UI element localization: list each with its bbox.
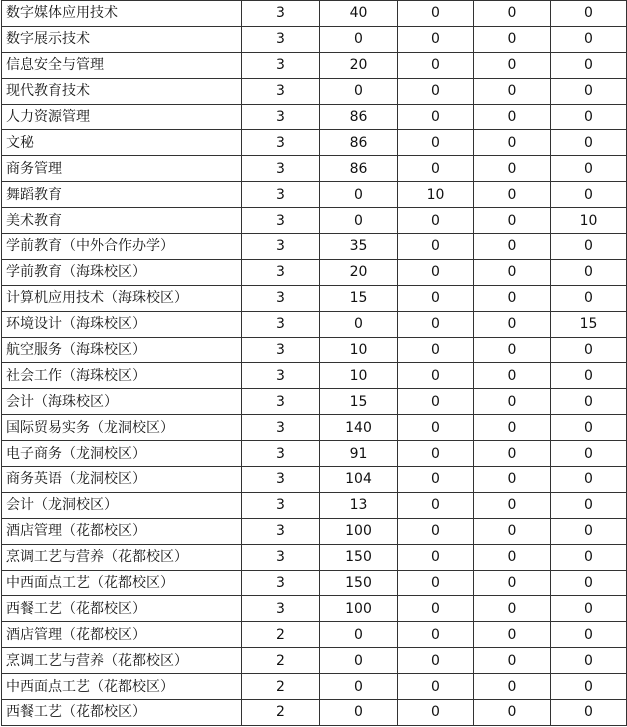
- value-cell-col-6: 0: [551, 1, 627, 27]
- value-cell-col-2: 3: [242, 78, 320, 104]
- value-cell-col-5: 0: [474, 234, 551, 260]
- value-cell-col-4: 0: [398, 596, 474, 622]
- value-cell-col-3: 86: [320, 130, 398, 156]
- table-row: [2, 622, 627, 648]
- value-cell-col-4: 0: [398, 337, 474, 363]
- value-cell-col-2: 3: [242, 363, 320, 389]
- table-body: [2, 1, 627, 726]
- value-cell-col-5: 0: [474, 467, 551, 493]
- value-cell-col-6: 0: [551, 492, 627, 518]
- value-cell-col-4: 0: [398, 622, 474, 648]
- value-cell-col-3: 0: [320, 674, 398, 700]
- table-row: [2, 570, 627, 596]
- value-cell-col-6: 0: [551, 285, 627, 311]
- major-name-cell: 信息安全与管理: [2, 52, 242, 78]
- value-cell-col-6: 0: [551, 518, 627, 544]
- major-name-cell: 航空服务（海珠校区）: [2, 337, 242, 363]
- value-cell-col-2: 3: [242, 544, 320, 570]
- value-cell-col-6: 0: [551, 570, 627, 596]
- value-cell-col-5: 0: [474, 596, 551, 622]
- value-cell-col-6: 0: [551, 415, 627, 441]
- value-cell-col-3: 0: [320, 26, 398, 52]
- table-row: [2, 674, 627, 700]
- value-cell-col-6: 0: [551, 52, 627, 78]
- value-cell-col-3: 100: [320, 596, 398, 622]
- value-cell-col-3: 0: [320, 648, 398, 674]
- enrollment-table: [1, 0, 627, 726]
- value-cell-col-6: 15: [551, 311, 627, 337]
- value-cell-col-2: 2: [242, 674, 320, 700]
- major-name-cell: 数字媒体应用技术: [2, 1, 242, 27]
- table-row: [2, 415, 627, 441]
- table-row: [2, 700, 627, 726]
- table-row: [2, 208, 627, 234]
- value-cell-col-3: 10: [320, 363, 398, 389]
- value-cell-col-2: 3: [242, 26, 320, 52]
- table-row: [2, 78, 627, 104]
- value-cell-col-2: 3: [242, 182, 320, 208]
- value-cell-col-4: 0: [398, 234, 474, 260]
- value-cell-col-5: 0: [474, 259, 551, 285]
- value-cell-col-5: 0: [474, 182, 551, 208]
- value-cell-col-3: 10: [320, 337, 398, 363]
- table-row: [2, 130, 627, 156]
- major-name-cell: 学前教育（中外合作办学）: [2, 234, 242, 260]
- value-cell-col-3: 35: [320, 234, 398, 260]
- value-cell-col-3: 0: [320, 311, 398, 337]
- value-cell-col-2: 3: [242, 415, 320, 441]
- major-name-cell: 计算机应用技术（海珠校区）: [2, 285, 242, 311]
- value-cell-col-5: 0: [474, 52, 551, 78]
- major-name-cell: 环境设计（海珠校区）: [2, 311, 242, 337]
- value-cell-col-2: 3: [242, 156, 320, 182]
- table-row: [2, 52, 627, 78]
- table-row: [2, 467, 627, 493]
- value-cell-col-3: 0: [320, 208, 398, 234]
- major-name-cell: 学前教育（海珠校区）: [2, 259, 242, 285]
- value-cell-col-5: 0: [474, 26, 551, 52]
- value-cell-col-2: 3: [242, 1, 320, 27]
- value-cell-col-2: 3: [242, 130, 320, 156]
- value-cell-col-4: 10: [398, 182, 474, 208]
- value-cell-col-6: 0: [551, 441, 627, 467]
- value-cell-col-3: 0: [320, 700, 398, 726]
- value-cell-col-5: 0: [474, 415, 551, 441]
- major-name-cell: 美术教育: [2, 208, 242, 234]
- table-row: [2, 363, 627, 389]
- value-cell-col-5: 0: [474, 104, 551, 130]
- value-cell-col-2: 2: [242, 648, 320, 674]
- value-cell-col-6: 0: [551, 674, 627, 700]
- value-cell-col-6: 0: [551, 78, 627, 104]
- value-cell-col-4: 0: [398, 389, 474, 415]
- value-cell-col-6: 10: [551, 208, 627, 234]
- major-name-cell: 酒店管理（花都校区）: [2, 518, 242, 544]
- value-cell-col-5: 0: [474, 285, 551, 311]
- value-cell-col-5: 0: [474, 518, 551, 544]
- value-cell-col-2: 2: [242, 700, 320, 726]
- value-cell-col-6: 0: [551, 544, 627, 570]
- major-name-cell: 商务英语（龙洞校区）: [2, 467, 242, 493]
- value-cell-col-4: 0: [398, 285, 474, 311]
- table-row: [2, 182, 627, 208]
- major-name-cell: 国际贸易实务（龙洞校区）: [2, 415, 242, 441]
- major-name-cell: 数字展示技术: [2, 26, 242, 52]
- major-name-cell: 舞蹈教育: [2, 182, 242, 208]
- major-name-cell: 烹调工艺与营养（花都校区）: [2, 648, 242, 674]
- table-row: [2, 544, 627, 570]
- value-cell-col-5: 0: [474, 311, 551, 337]
- value-cell-col-3: 0: [320, 182, 398, 208]
- table-row: [2, 259, 627, 285]
- value-cell-col-5: 0: [474, 544, 551, 570]
- value-cell-col-2: 3: [242, 52, 320, 78]
- table-row: [2, 1, 627, 27]
- value-cell-col-6: 0: [551, 648, 627, 674]
- major-name-cell: 中西面点工艺（花都校区）: [2, 570, 242, 596]
- value-cell-col-3: 20: [320, 52, 398, 78]
- value-cell-col-3: 104: [320, 467, 398, 493]
- value-cell-col-5: 0: [474, 389, 551, 415]
- value-cell-col-2: 3: [242, 441, 320, 467]
- value-cell-col-4: 0: [398, 208, 474, 234]
- value-cell-col-2: 3: [242, 596, 320, 622]
- value-cell-col-4: 0: [398, 26, 474, 52]
- value-cell-col-3: 15: [320, 389, 398, 415]
- table-row: [2, 234, 627, 260]
- value-cell-col-5: 0: [474, 363, 551, 389]
- major-name-cell: 文秘: [2, 130, 242, 156]
- major-name-cell: 社会工作（海珠校区）: [2, 363, 242, 389]
- value-cell-col-3: 40: [320, 1, 398, 27]
- value-cell-col-6: 0: [551, 389, 627, 415]
- value-cell-col-5: 0: [474, 570, 551, 596]
- value-cell-col-6: 0: [551, 700, 627, 726]
- value-cell-col-4: 0: [398, 1, 474, 27]
- table-row: [2, 311, 627, 337]
- value-cell-col-3: 150: [320, 570, 398, 596]
- value-cell-col-4: 0: [398, 467, 474, 493]
- value-cell-col-4: 0: [398, 363, 474, 389]
- major-name-cell: 西餐工艺（花都校区）: [2, 700, 242, 726]
- value-cell-col-4: 0: [398, 130, 474, 156]
- major-name-cell: 中西面点工艺（花都校区）: [2, 674, 242, 700]
- value-cell-col-5: 0: [474, 130, 551, 156]
- value-cell-col-6: 0: [551, 130, 627, 156]
- value-cell-col-3: 15: [320, 285, 398, 311]
- major-name-cell: 会计（龙洞校区）: [2, 492, 242, 518]
- value-cell-col-6: 0: [551, 363, 627, 389]
- value-cell-col-3: 140: [320, 415, 398, 441]
- table-row: [2, 648, 627, 674]
- value-cell-col-4: 0: [398, 441, 474, 467]
- major-name-cell: 西餐工艺（花都校区）: [2, 596, 242, 622]
- table-row: [2, 441, 627, 467]
- value-cell-col-3: 86: [320, 156, 398, 182]
- value-cell-col-4: 0: [398, 415, 474, 441]
- value-cell-col-6: 0: [551, 622, 627, 648]
- table-row: [2, 518, 627, 544]
- value-cell-col-5: 0: [474, 648, 551, 674]
- value-cell-col-6: 0: [551, 182, 627, 208]
- table-row: [2, 337, 627, 363]
- value-cell-col-4: 0: [398, 156, 474, 182]
- value-cell-col-4: 0: [398, 259, 474, 285]
- major-name-cell: 会计（海珠校区）: [2, 389, 242, 415]
- value-cell-col-6: 0: [551, 337, 627, 363]
- value-cell-col-2: 3: [242, 285, 320, 311]
- value-cell-col-4: 0: [398, 518, 474, 544]
- value-cell-col-5: 0: [474, 674, 551, 700]
- value-cell-col-4: 0: [398, 52, 474, 78]
- table-row: [2, 285, 627, 311]
- value-cell-col-3: 0: [320, 622, 398, 648]
- value-cell-col-5: 0: [474, 156, 551, 182]
- table-row: [2, 156, 627, 182]
- table-row: [2, 492, 627, 518]
- major-name-cell: 人力资源管理: [2, 104, 242, 130]
- value-cell-col-3: 13: [320, 492, 398, 518]
- value-cell-col-4: 0: [398, 78, 474, 104]
- value-cell-col-6: 0: [551, 596, 627, 622]
- value-cell-col-2: 3: [242, 467, 320, 493]
- value-cell-col-6: 0: [551, 104, 627, 130]
- value-cell-col-4: 0: [398, 544, 474, 570]
- value-cell-col-2: 3: [242, 208, 320, 234]
- value-cell-col-3: 86: [320, 104, 398, 130]
- major-name-cell: 电子商务（龙洞校区）: [2, 441, 242, 467]
- value-cell-col-2: 3: [242, 492, 320, 518]
- value-cell-col-2: 3: [242, 104, 320, 130]
- value-cell-col-4: 0: [398, 648, 474, 674]
- value-cell-col-5: 0: [474, 622, 551, 648]
- value-cell-col-6: 0: [551, 26, 627, 52]
- value-cell-col-5: 0: [474, 337, 551, 363]
- value-cell-col-5: 0: [474, 78, 551, 104]
- table-row: [2, 389, 627, 415]
- table-row: [2, 26, 627, 52]
- value-cell-col-4: 0: [398, 674, 474, 700]
- table-row: [2, 104, 627, 130]
- value-cell-col-6: 0: [551, 467, 627, 493]
- major-name-cell: 酒店管理（花都校区）: [2, 622, 242, 648]
- value-cell-col-6: 0: [551, 259, 627, 285]
- value-cell-col-5: 0: [474, 441, 551, 467]
- value-cell-col-3: 0: [320, 78, 398, 104]
- value-cell-col-2: 3: [242, 570, 320, 596]
- value-cell-col-2: 3: [242, 234, 320, 260]
- value-cell-col-4: 0: [398, 570, 474, 596]
- value-cell-col-6: 0: [551, 234, 627, 260]
- major-name-cell: 现代教育技术: [2, 78, 242, 104]
- table-row: [2, 596, 627, 622]
- value-cell-col-5: 0: [474, 700, 551, 726]
- value-cell-col-2: 3: [242, 311, 320, 337]
- value-cell-col-5: 0: [474, 1, 551, 27]
- value-cell-col-4: 0: [398, 104, 474, 130]
- value-cell-col-4: 0: [398, 311, 474, 337]
- value-cell-col-5: 0: [474, 492, 551, 518]
- value-cell-col-2: 2: [242, 622, 320, 648]
- value-cell-col-6: 0: [551, 156, 627, 182]
- value-cell-col-4: 0: [398, 492, 474, 518]
- value-cell-col-3: 91: [320, 441, 398, 467]
- value-cell-col-2: 3: [242, 389, 320, 415]
- major-name-cell: 商务管理: [2, 156, 242, 182]
- value-cell-col-2: 3: [242, 337, 320, 363]
- value-cell-col-3: 20: [320, 259, 398, 285]
- value-cell-col-3: 100: [320, 518, 398, 544]
- value-cell-col-5: 0: [474, 208, 551, 234]
- major-name-cell: 烹调工艺与营养（花都校区）: [2, 544, 242, 570]
- value-cell-col-4: 0: [398, 700, 474, 726]
- value-cell-col-2: 3: [242, 259, 320, 285]
- value-cell-col-2: 3: [242, 518, 320, 544]
- value-cell-col-3: 150: [320, 544, 398, 570]
